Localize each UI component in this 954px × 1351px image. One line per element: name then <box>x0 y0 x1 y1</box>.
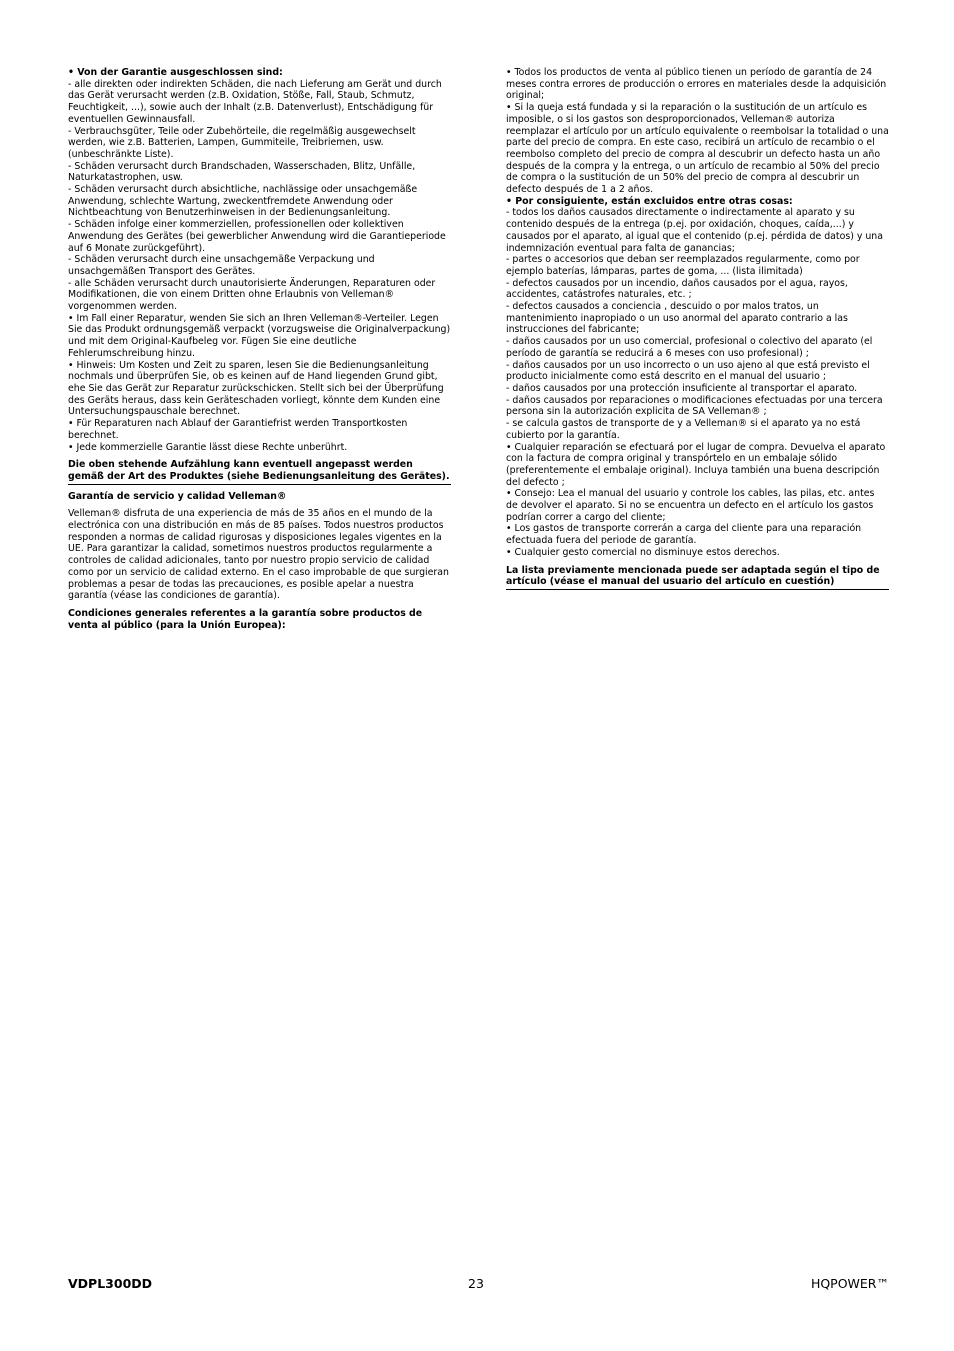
exclusions-title: • Von der Garantie ausgeschlossen sind: <box>68 67 283 78</box>
footer-brand: HQPOWER™ <box>810 1276 889 1291</box>
list-item: - Schäden verursacht durch absichtliche, nachlässige oder unsachgemäße Anwendung, schlechte Wartung, zweckentfremdete Anwendung oder Nichtbeachtung von Benutzerhinweisen in der Bedienungsanleitung. <box>68 184 418 219</box>
list-item: - daños causados por un uso comercial, profesional o colectivo del aparato (el período de garantía se reducirá a 6 meses con uso profesional) ; <box>506 336 873 359</box>
list-item: • Für Reparaturen nach Ablauf der Garantiefrist werden Transportkosten berechnet. <box>68 418 408 441</box>
left-column <box>68 67 451 631</box>
list-item: • Im Fall einer Reparatur, wenden Sie sich an Ihren Velleman®-Verteiler. Legen Sie das Produkt ordnungsgemäß verpackt (vorzugsweise die Originalverpackung) und mit dem Original-Kaufbeleg vor. Fügen Sie eine deutliche Fehlerumschreibung hinzu. <box>68 312 451 359</box>
list-item: - alle direkten oder indirekten Schäden, die nach Lieferung am Gerät und durch das Gerät verursacht werden (z.B. Oxidation, Stöße, Fall, Staub, Schmutz, Feuchtigkeit, ...), sowie auch der Inhalt (z.B. Datenverlust), Entschädigung für eventuellen Gewinnausfall. <box>68 78 442 125</box>
list-item: - Schäden verursacht durch eine unsachgemäße Verpackung und unsachgemäßen Transport des Gerätes. <box>68 254 375 277</box>
service-title: Garantía de servicio y calidad Velleman® <box>68 490 287 502</box>
list-item: - partes o accesorios que deban ser reemplazados regularmente, como por ejemplo baterías, lámparas, partes de goma, ... (lista ilimitada) <box>506 254 860 277</box>
list-item: - defectos causados por un incendio, daños causados por el agua, rayos, accidentes, catástrofes naturales, etc. ; <box>506 277 848 301</box>
list-item: • Si la queja está fundada y si la reparación o la sustitución de un artículo es imposible, o si los gastos son desproporcionados, Velleman® autoriza reemplazar el artículo por un artículo equivalente o reembolsar la totalidad o una parte del precio de compra. En este caso, recibirá un artículo de recambio o el reembolso completo del precio de compra al descubrir un defecto hasta un año después de la compra y la entrega, o un artículo de recambio al 50% del precio de compra o la sustitución de un 50% del precio de compra al descubrir un defecto después de 1 a 2 años. <box>506 102 889 196</box>
list-item: - se calcula gastos de transporte de y a Velleman® si el aparato ya no está cubierto por la garantía. <box>506 418 861 441</box>
adapt-note-de: Die oben stehende Aufzählung kann eventuell angepasst werden gemäß der Art des Produktes (siehe Bedienungsanleitung des Gerätes). <box>68 459 451 484</box>
conditions-title: Condiciones generales referentes a la garantía sobre productos de venta al público (para la Unión Europea): <box>68 607 423 631</box>
list-item: - Verbrauchsgüter, Teile oder Zubehörteile, die regelmäßig ausgewechselt werden, wie z.B. Batterien, Lampen, Gummiteile, Treibriemen, usw. (unbeschränkte Liste). <box>68 125 416 160</box>
list-item: • Hinweis: Um Kosten und Zeit zu sparen, lesen Sie die Bedienungsanleitung nochmals und überprüfen Sie, ob es keinen auf de Hand liegenden Grund gibt, ehe Sie das Gerät zur Reparatur zurückschicken. Stellt sich bei der Überprüfung des Geräts heraus, dass kein Geräteschaden vorliegt, könnte dem Kunden eine Untersuchungspauschale berechnet. <box>68 359 444 418</box>
list-item: • Los gastos de transporte correrán a carga del cliente para una reparación efectuada fuera del periode de garantía. <box>506 523 862 547</box>
right-column <box>506 67 889 596</box>
list-item: - todos los daños causados directamente o indirectamente al aparato y su contenido después de la entrega (p.ej. por oxidación, choques, caída,...) y causados por el aparato, al igual que el contenido (p.ej. pérdida de datos) y una indemnización eventual para falta de ganancias; <box>506 207 883 254</box>
list-item: • Jede kommerzielle Garantie lässt diese Rechte unberührt. <box>68 441 348 453</box>
list-item: - Schäden infolge einer kommerziellen, professionellen oder kollektiven Anwendung des Gerätes (bei gewerblicher Anwendung wird die Garantieperiode auf 6 Monate zurückgeführt). <box>68 219 446 254</box>
list-item: - daños causados por un uso incorrecto o un uso ajeno al que está previsto el producto inicialmente como está descrito en el manual del usuario ; <box>506 359 870 383</box>
list-item: • Cualquier gesto comercial no disminuye estos derechos. <box>506 546 780 558</box>
service-text: Velleman® disfruta de una experiencia de más de 35 años en el mundo de la electrónica con una distribución en más de 85 países. Todos nuestros productos responden a normas de calidad rigurosas y disposiciones legales vigentes en la UE. Para garantizar la calidad, sometimos nuestros productos regularmente a controles de calidad adicionales, tanto por nuestro propio servicio de calidad como por un servicio de calidad externo. En el caso improbable de que surgieran problemas a pesar de todas las precauciones, es posible apelar a nuestra garantía (véase las condiciones de garantía). <box>68 508 449 602</box>
list-item: • Todos los productos de venta al público tienen un período de garantía de 24 meses contra errores de producción o errores en materiales desde la adquisición original; <box>506 67 887 102</box>
list-item: • Consejo: Lea el manual del usuario y controle los cables, las pilas, etc. antes de devolver el aparato. Si no se encuentra un defecto en el artículo los gastos podrían correr a cargo del cliente; <box>506 488 875 523</box>
list-item: • Cualquier reparación se efectuará por el lugar de compra. Devuelva el aparato con la factura de compra original y transpórtelo en un embalaje sólido (preferentemente el embalaje original). Incluya también una buena descripción del defecto ; <box>506 441 886 488</box>
list-item: - daños causados por reparaciones o modificaciones efectuadas por una tercera persona sin la autorización explicita de SA Velleman® ; <box>506 394 883 418</box>
adapt-note-es: La lista previamente mencionada puede ser adaptada según el tipo de artículo (véase el manual del usuario del artículo en cuestión) <box>506 565 889 590</box>
footer-model: VDPL300DD <box>68 1276 153 1291</box>
list-item: - Schäden verursacht durch Brandschaden, Wasserschaden, Blitz, Unfälle, Naturkatastrophen, usw. <box>68 160 416 184</box>
list-item: - alle Schäden verursacht durch unautorisierte Änderungen, Reparaturen oder Modifikationen, die von einem Dritten ohne Erlaubnis von Velleman® vorgenommen werden. <box>68 277 436 313</box>
exclusions-title-es: • Por consiguiente, están excluidos entre otras cosas: <box>506 195 793 207</box>
page-number: 23 <box>468 1276 484 1291</box>
list-item: - defectos causados a conciencia , descuido o por malos tratos, un mantenimiento inapropiado o un uso anormal del aparato contrario a las instrucciones del fabricante; <box>506 301 848 336</box>
list-item: - daños causados por una protección insuficiente al transportar el aparato. <box>506 382 858 394</box>
